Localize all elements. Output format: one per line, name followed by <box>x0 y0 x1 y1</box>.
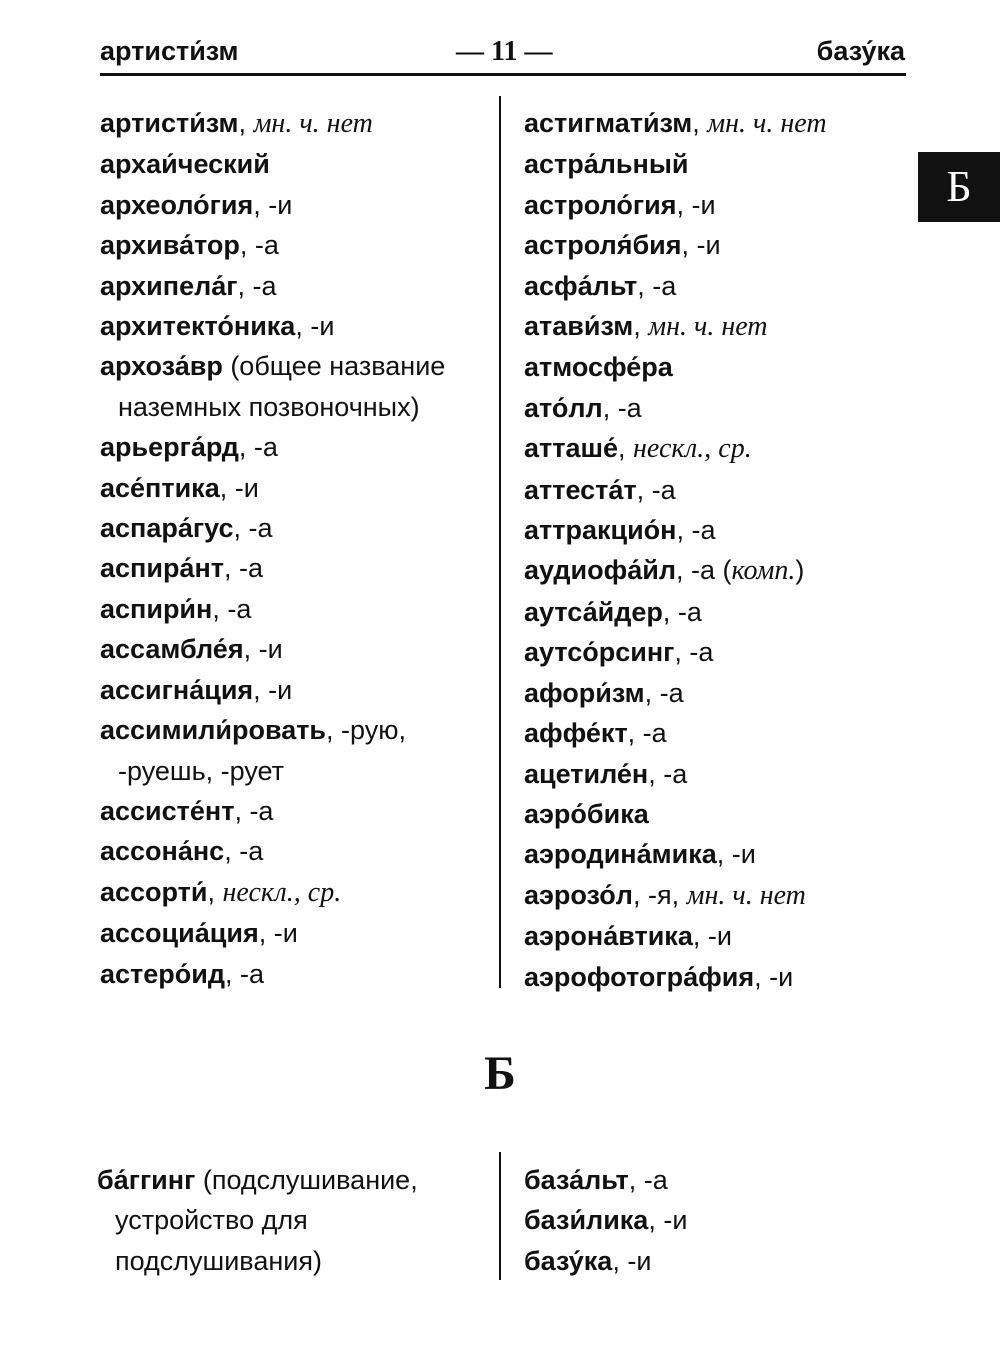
entry-grammar: , -а <box>234 795 274 826</box>
entry-headword: астра́льный <box>524 149 689 180</box>
dictionary-entry <box>524 834 914 874</box>
entry-headword: архитекто́ника <box>100 311 296 342</box>
entry-grammar: , -а <box>223 553 263 584</box>
entry-grammar: , -а <box>676 515 716 546</box>
entry-headword: база́льт <box>524 1165 629 1195</box>
entry-headword: ассорти́ <box>100 876 208 907</box>
entry-headword: аттеста́т <box>524 474 637 505</box>
entry-headword: ассона́нс <box>100 836 225 867</box>
entry-headword: аттракцио́н <box>524 515 677 546</box>
entry-grammar: , -и <box>648 1205 688 1236</box>
entry-grammar: , <box>618 433 634 464</box>
entry-grammar-tail: ) <box>795 555 805 586</box>
entry-grammar: , -я, <box>632 879 687 910</box>
entry-grammar: , <box>692 108 708 138</box>
entry-headword: атмосфе́ра <box>524 352 673 383</box>
entry-headword: ассисте́нт <box>100 795 235 826</box>
dictionary-entry <box>524 103 914 144</box>
entry-headword: ассамбле́я <box>100 634 244 665</box>
entry-grammar: , -и <box>295 311 335 342</box>
entry-grammar: , -и <box>258 918 298 949</box>
entry-headword: аэрона́втика <box>524 921 693 952</box>
entry-headword: бази́лика <box>524 1205 649 1236</box>
dictionary-entry <box>524 185 914 225</box>
dictionary-entry <box>524 428 914 469</box>
entries-column-3 <box>97 1160 492 1281</box>
dictionary-entry <box>100 872 490 913</box>
entry-headword: археоло́гия <box>100 189 254 220</box>
dictionary-entry <box>100 831 490 871</box>
entry-grammar: , -и <box>253 189 293 220</box>
dictionary-entry <box>524 266 914 306</box>
dictionary-entry <box>100 346 490 386</box>
entry-headword: атави́зм <box>524 311 634 342</box>
entry-headword: аффе́кт <box>524 718 628 749</box>
entry-headword: ба́ггинг <box>97 1165 196 1195</box>
entry-grammar: , -и <box>676 189 716 220</box>
entry-grammar: , -и <box>612 1245 652 1276</box>
dictionary-entry <box>100 589 490 629</box>
entry-headword: архива́тор <box>100 230 240 261</box>
dictionary-entry <box>524 306 914 347</box>
entry-headword: асфа́льт <box>524 270 638 301</box>
entry-continuation <box>100 387 490 427</box>
entry-headword: асе́птика <box>100 472 220 503</box>
dictionary-entry <box>100 791 490 831</box>
entries-column-2 <box>524 103 914 997</box>
dictionary-entry <box>100 306 490 346</box>
entry-label: нескл., ср. <box>222 876 342 908</box>
dictionary-entry <box>524 1160 914 1200</box>
page-number: — 11 — <box>456 36 553 67</box>
dictionary-entry <box>524 510 914 550</box>
thumb-index-tab: Б <box>918 152 1000 222</box>
entry-grammar: , -а <box>648 758 688 789</box>
entry-grammar: , -и <box>754 961 794 992</box>
dictionary-entry <box>524 347 914 387</box>
dictionary-entry <box>100 225 490 265</box>
header-last-word: базу́ка <box>816 36 905 66</box>
entry-continuation <box>97 1241 492 1281</box>
entry-grammar: , -а <box>644 677 684 708</box>
entry-continuation <box>97 1200 492 1240</box>
dictionary-entry <box>100 954 490 994</box>
entry-grammar: , -а <box>225 958 265 989</box>
entry-grammar: , -а <box>674 637 714 668</box>
dictionary-entry <box>524 388 914 428</box>
section-letter-heading: Б <box>484 1047 516 1100</box>
entry-grammar: , -и <box>253 674 293 705</box>
entry-headword: арьерга́рд <box>100 432 239 463</box>
entry-headword: афори́зм <box>524 677 645 708</box>
entry-grammar: , -а <box>237 270 277 301</box>
dictionary-entry <box>524 916 914 956</box>
entry-grammar: , -и <box>692 921 732 952</box>
entry-grammar: , -а <box>239 230 279 261</box>
entry-grammar: , <box>238 108 254 138</box>
entry-headword: ацетиле́н <box>524 758 649 789</box>
entry-headword: аэродина́мика <box>524 839 717 870</box>
entry-headword: аэрофотогра́фия <box>524 961 755 992</box>
dictionary-entry <box>100 185 490 225</box>
entry-headword: атташе́ <box>524 433 618 464</box>
entry-headword: аэрозо́л <box>524 879 633 910</box>
entry-headword: ато́лл <box>524 392 603 423</box>
entry-label: мн. ч. нет <box>707 108 827 139</box>
entry-headword: аудиофа́йл <box>524 555 676 586</box>
entry-continuation-text: наземных позвоночных) <box>118 391 420 422</box>
entry-headword: базу́ка <box>524 1245 613 1276</box>
entries-column-1 <box>100 103 490 994</box>
dictionary-entry <box>524 875 914 916</box>
entry-headword: архаи́ческий <box>100 149 270 180</box>
header-first-word: артисти́зм <box>100 36 239 66</box>
dictionary-entry <box>524 957 914 997</box>
entry-grammar: , -а <box>233 513 273 544</box>
header-rule <box>100 73 906 76</box>
entry-continuation-text: подслушивания) <box>115 1245 322 1276</box>
entry-continuation <box>100 751 490 791</box>
entry-grammar: , -и <box>681 230 721 261</box>
entry-headword: артисти́зм <box>100 108 239 138</box>
entry-headword: ассигна́ция <box>100 674 254 705</box>
entry-headword: астеро́ид <box>100 958 225 989</box>
dictionary-entry <box>524 1200 914 1240</box>
entry-grammar: , <box>633 311 649 342</box>
entry-headword: аспира́нт <box>100 553 224 584</box>
entry-grammar: , <box>207 876 223 907</box>
entry-headword: аспири́н <box>100 593 213 624</box>
entry-grammar: , -а <box>238 432 278 463</box>
dictionary-entry <box>524 470 914 510</box>
entry-label: мн. ч. нет <box>648 311 768 343</box>
dictionary-entry <box>100 913 490 953</box>
dictionary-entry <box>100 548 490 588</box>
entry-grammar: (подслушивание, <box>195 1165 418 1195</box>
entries-column-4 <box>524 1160 914 1281</box>
column-divider <box>499 96 501 988</box>
entry-grammar: (общее название <box>222 351 446 382</box>
dictionary-entry <box>524 550 914 591</box>
dictionary-entry <box>524 632 914 672</box>
entry-grammar: , -и <box>219 472 259 503</box>
entry-headword: аутса́йдер <box>524 596 663 627</box>
column-divider-2 <box>499 1152 501 1280</box>
entry-headword: аэро́бика <box>524 798 649 829</box>
dictionary-entry <box>524 1241 914 1281</box>
entry-continuation-text: устройство для <box>115 1205 308 1236</box>
entry-label: мн. ч. нет <box>686 879 806 911</box>
entry-grammar: , -а <box>662 596 702 627</box>
entry-label: нескл., ср. <box>633 433 752 465</box>
entry-headword: аспара́гус <box>100 513 234 544</box>
entry-grammar: , -а <box>627 718 667 749</box>
entry-headword: аутсо́рсинг <box>524 637 675 668</box>
dictionary-entry <box>524 673 914 713</box>
entry-headword: астигмати́зм <box>524 108 693 138</box>
entry-grammar: , -а ( <box>675 555 732 586</box>
entry-grammar: , -рую, <box>326 715 407 746</box>
dictionary-entry <box>100 427 490 467</box>
entry-headword: ассимили́ровать <box>100 715 327 746</box>
entry-grammar: , -а <box>212 593 252 624</box>
entry-headword: архипела́г <box>100 270 238 301</box>
dictionary-entry <box>100 670 490 710</box>
entry-grammar: , -а <box>628 1165 668 1195</box>
dictionary-entry <box>524 754 914 794</box>
dictionary-entry <box>100 629 490 669</box>
dictionary-entry <box>524 144 914 184</box>
dictionary-entry <box>524 794 914 834</box>
entry-grammar: , -и <box>716 839 756 870</box>
entry-grammar: , -а <box>637 270 677 301</box>
dictionary-entry <box>524 592 914 632</box>
dictionary-entry <box>100 266 490 306</box>
entry-headword: астроля́бия <box>524 230 682 261</box>
running-header <box>100 36 905 74</box>
dictionary-entry <box>524 713 914 753</box>
entry-headword: ассоциа́ция <box>100 918 259 949</box>
dictionary-entry <box>524 225 914 265</box>
entry-grammar: , -а <box>636 474 676 505</box>
entry-headword: архоза́вр <box>100 351 223 382</box>
entry-label: мн. ч. нет <box>253 108 373 139</box>
dictionary-entry <box>100 710 490 750</box>
dictionary-entry <box>100 103 490 144</box>
entry-headword: астроло́гия <box>524 189 677 220</box>
dictionary-entry <box>100 468 490 508</box>
entry-grammar: , -и <box>243 634 283 665</box>
entry-continuation-text: -руешь, -рует <box>118 755 285 786</box>
dictionary-entry <box>97 1160 492 1200</box>
entry-grammar: , -а <box>224 836 264 867</box>
entry-grammar: , -а <box>602 392 642 423</box>
entry-label: комп. <box>731 555 796 587</box>
dictionary-entry <box>100 144 490 184</box>
dictionary-entry <box>100 508 490 548</box>
